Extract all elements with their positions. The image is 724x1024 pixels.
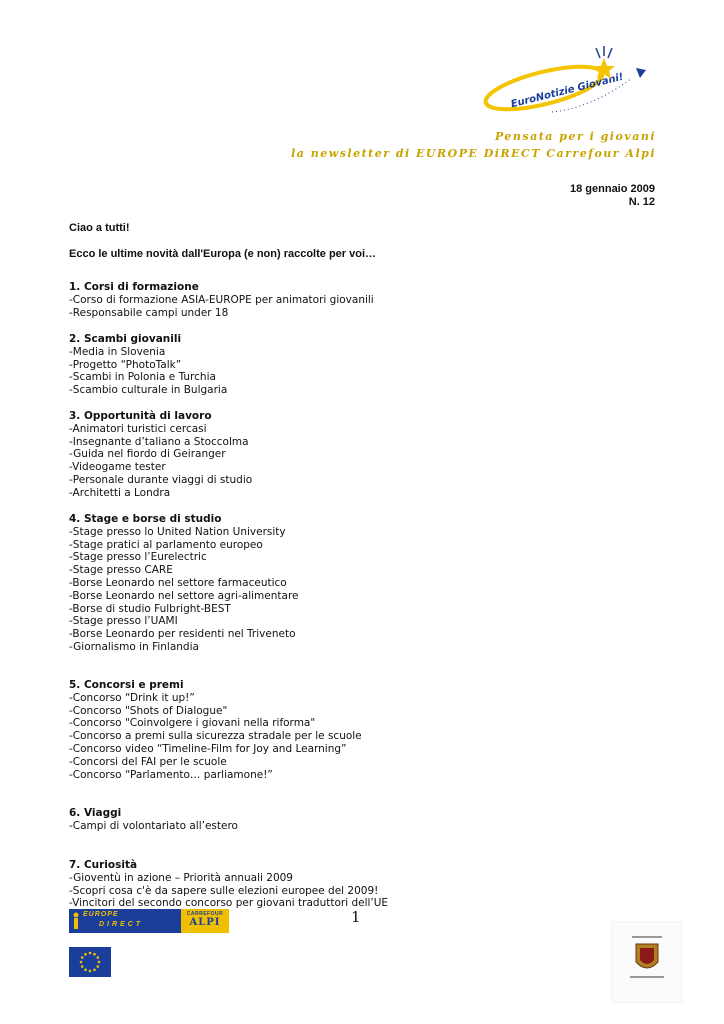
list-item[interactable]: -Animatori turistici cercasi bbox=[69, 422, 207, 435]
list-item[interactable]: -Personale durante viaggi di studio bbox=[69, 473, 253, 486]
list-item[interactable]: -Borse Leonardo per residenti nel Triveneto bbox=[69, 628, 296, 641]
list-item[interactable]: -Responsabile campi under 18 bbox=[69, 306, 229, 319]
list-item[interactable]: -Scambi in Polonia e Turchia bbox=[69, 371, 216, 384]
issue-info bbox=[570, 183, 655, 209]
section-title: 7. Curiosità bbox=[69, 859, 138, 871]
list-item[interactable]: -Architetti a Londra bbox=[69, 486, 171, 499]
list-item[interactable]: -Concorso video “Timeline-Film for Joy and Learning” bbox=[69, 742, 347, 755]
list-item[interactable]: -Stage presso lo United Nation University bbox=[69, 525, 286, 538]
section-title: 5. Concorsi e premi bbox=[69, 679, 184, 691]
section-viaggi bbox=[69, 807, 629, 859]
list-item[interactable]: -Media in Slovenia bbox=[69, 345, 166, 358]
list-item[interactable]: -Scambio culturale in Bulgaria bbox=[69, 384, 228, 397]
issue-date: 18 gennaio 2009 bbox=[570, 183, 655, 195]
list-item[interactable]: -Concorso "Coinvolgere i giovani nella riforma" bbox=[69, 717, 316, 730]
list-item[interactable]: -Insegnante d’taliano a Stoccolma bbox=[69, 435, 249, 448]
section-lavoro bbox=[69, 410, 629, 513]
europe-direct-banner bbox=[69, 909, 229, 933]
list-item[interactable]: -Scopri cosa c'è da sapere sulle elezioni europee del 2009! bbox=[69, 884, 379, 897]
section-title: 6. Viaggi bbox=[69, 807, 122, 819]
banner-left-bottom: DIRECT bbox=[99, 921, 144, 928]
list-item[interactable]: -Videogame tester bbox=[69, 461, 166, 474]
list-item[interactable]: -Stage presso l’Eurelectric bbox=[69, 551, 207, 564]
list-item[interactable]: -Campi di volontariato all’estero bbox=[69, 819, 238, 832]
tagline-line1: Pensata per i giovani bbox=[494, 130, 656, 143]
person-icon bbox=[72, 912, 80, 930]
intro-text: Ecco le ultime novità dall'Europa (e non) raccolte per voi… bbox=[69, 248, 377, 260]
list-item[interactable]: -Concorso "Shots of Dialogue" bbox=[69, 704, 228, 717]
list-item[interactable]: -Borse Leonardo nel settore farmaceutico bbox=[69, 576, 287, 589]
list-item[interactable]: -Concorso “Parlamento… parliamone!” bbox=[69, 768, 273, 781]
banner-right bbox=[181, 909, 229, 933]
page-number: 1 bbox=[351, 908, 361, 926]
list-item[interactable]: -Progetto “PhotoTalk” bbox=[69, 358, 182, 371]
section-title: 4. Stage e borse di studio bbox=[69, 513, 222, 525]
list-item[interactable]: -Vincitori del secondo concorso per giovani traduttori dell’UE bbox=[69, 897, 389, 910]
banner-left bbox=[69, 909, 181, 933]
list-item[interactable]: -Giornalismo in Finlandia bbox=[69, 640, 199, 653]
section-curiosita bbox=[69, 859, 629, 910]
section-title: 1. Corsi di formazione bbox=[69, 281, 199, 293]
list-item[interactable]: -Stage presso CARE bbox=[69, 564, 173, 577]
tagline-line2: la newsletter di EUROPE DiRECT Carrefour Alpi bbox=[291, 147, 656, 160]
list-item[interactable]: -Gioventù in azione – Priorità annuali 2009 bbox=[69, 871, 293, 884]
list-item[interactable]: -Concorsi del FAI per le scuole bbox=[69, 755, 227, 768]
list-item[interactable]: -Concorso a premi sulla sicurezza stradale per le scuole bbox=[69, 730, 362, 743]
logo-text: EuroNotizie Giovani! bbox=[509, 71, 625, 111]
banner-right-bottom: ALPI bbox=[189, 917, 221, 928]
section-title: 3. Opportunità di lavoro bbox=[69, 410, 212, 422]
banner-left-top: EUROPE bbox=[83, 911, 119, 918]
section-stage bbox=[69, 513, 629, 679]
list-item[interactable]: -Borse di studio Fulbright-BEST bbox=[69, 602, 231, 615]
newsletter-logo bbox=[482, 44, 652, 124]
list-item[interactable]: -Concorso “Drink it up!” bbox=[69, 691, 195, 704]
table-of-contents bbox=[69, 281, 629, 910]
section-title: 2. Scambi giovanili bbox=[69, 333, 182, 345]
list-item[interactable]: -Corso di formazione ASIA-EUROPE per animatori giovanili bbox=[69, 293, 374, 306]
eu-flag-icon bbox=[69, 947, 111, 977]
municipal-crest-icon bbox=[610, 920, 684, 1004]
list-item[interactable]: -Guida nel fiordo di Geiranger bbox=[69, 448, 226, 461]
issue-number: N. 12 bbox=[628, 196, 655, 208]
section-scambi bbox=[69, 333, 629, 410]
list-item[interactable]: -Stage presso l’UAMI bbox=[69, 615, 178, 628]
banner-right-top: CARREFOUR bbox=[186, 911, 224, 917]
list-item[interactable]: -Stage pratici al parlamento europeo bbox=[69, 538, 263, 551]
list-item[interactable]: -Borse Leonardo nel settore agri-alimentare bbox=[69, 589, 299, 602]
section-formazione bbox=[69, 281, 629, 333]
section-concorsi bbox=[69, 679, 629, 807]
greeting: Ciao a tutti! bbox=[69, 222, 130, 234]
